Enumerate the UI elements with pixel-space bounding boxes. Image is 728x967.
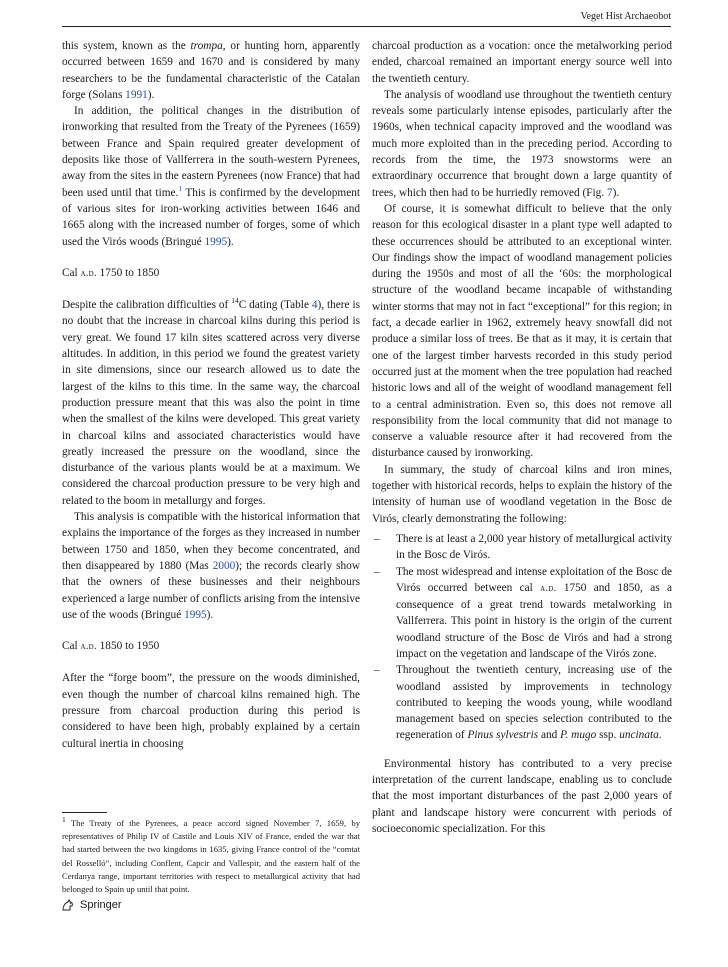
paragraph: this system, known as the trompa, or hunting horn, apparently occurred between 1659 and 1670 and is considered by many researchers to be the fundamental characteristic of the Catalan forge (Solans 1991). <box>62 40 360 101</box>
publisher-name: Springer <box>80 899 122 911</box>
publisher-footer <box>60 897 122 913</box>
citation-link[interactable]: 1991 <box>125 88 148 101</box>
list-item: – The most widespread and intense exploitation of the Bosc de Virós occurred between cal a.d. 1750 and 1850, as a consequence of a great trend towards metalworking in Vallferrera. This point in history is the origin of the current woodland structure of the Bosc de Virós and had a strong impact on the vegetation and landscape of the Virós zone. <box>372 564 672 663</box>
paragraph: Of course, it is somewhat difficult to believe that the only reason for this ecological disaster in a plant type well adapted to these occurrences should be attributed to an exceptional winter. Our findings show the impact of woodland management policies during the 1950s and most of all the ‘60s: the morphological structure of the woodland became incapable of withstanding winter storms that may not in fact “exceptional” for this region; in fact, a decade earlier in 1962, extremely heavy snowfall did not produce a similar loss of trees. Be that as it may, it is certain that one of the largest timber harvests recorded in this study period occurred just at the moment when the tree population had reached historic lows and all of the weight of woodland management fell to a central administration. Even so, this does not remove all responsibility from the local community that did not manage to conserve a valuable resource after it had recovered from the disturbance caused by ironworking. <box>372 202 672 460</box>
paragraph: Despite the calibration difficulties of $^{14}$C dating (Table 4), there is no doubt that the increase in charcoal kilns during this period is very great. We found 17 kiln sites scattered across very diverse altitudes. In addition, in this period we found the greatest variety in site dimensions, since our research allowed us to date the largest of the kilns to this time. In the same way, the charcoal production pressure meant that this was also the point in time when the smallest of the kilns were developed. This great variety in charcoal kilns and associated characteristics would have greatly increased the pressure on the woodland, since the disturbance of the various plants would be at a maximum. We considered the charcoal production pressure to be very high and related to the boom in metallurgy and forges. <box>62 296 360 507</box>
citation-link[interactable]: 1995 <box>204 235 228 248</box>
journal-name: Veget Hist Archaeobot <box>580 11 671 22</box>
paragraph: In addition, the political changes in the distribution of ironworking that resulted from the Treaty of the Pyrenees (1659) between France and Spain required greater development of deposits like those of Vallferrera in the south-western Pyrenees, away from the sites in the eastern Pyrenees (now France) that had been used until that time.$^1$ This is confirmed by the development of various sites for iron-working activities between 1646 and 1665 along with the increased number of forges, some of which used the Virós woods (Bringué 1995). <box>62 105 360 248</box>
table-link[interactable]: 4 <box>311 299 318 312</box>
list-item: – There is at least a 2,000 year history of metallurgical activity in the Bosc de Virós. <box>372 531 672 564</box>
paragraph: In summary, the study of charcoal kilns and iron mines, together with historical records, helps to explain the history of the intensity of human use of woodland vegetation in the Bosc de Virós, clearly demonstrating the following: <box>372 463 672 525</box>
footnote-ref[interactable]: 1 <box>178 183 183 193</box>
left-column <box>62 38 360 752</box>
right-column <box>372 38 672 837</box>
figure-link[interactable]: 7 <box>606 186 613 199</box>
footnote: $^1$ The Treaty of the Pyrenees, a peace accord signed November 7, 1659, by representatives of Philip IV of Castile and Louis XIV of France, ended the war that had started between the two kingdoms in 1635, giving France control of the “comtat del Rosselló”, including Conflent, Capcir and Vallespir, and the eastern half of the Cerdanya range, important territories with respect to metallurgical activity that had belonged to Spain up until that point. <box>62 815 360 895</box>
paragraph: The analysis of woodland use throughout the twentieth century reveals some particularly intense episodes, particularly after the 1960s, when technical capacity improved and the woodland was much more exploited than in the preceding period. According to records from the time, the 1973 snowstorms were an extraordinary occurrence that brought down a large quantity of trees, which then had to be hurriedly removed (Fig. 7). <box>372 88 672 199</box>
citation-link[interactable]: 2000 <box>212 559 236 572</box>
paragraph: After the “forge boom”, the pressure on the woods diminished, even though the number of charcoal kilns remained high. The pressure from charcoal production during this period is considered to have been high, probably explained by a certain cultural inertia in choosing <box>62 672 360 750</box>
findings-list <box>372 531 672 744</box>
running-header <box>62 10 671 27</box>
paragraph: Environmental history has contributed to a very precise interpretation of the current landscape, enabling us to conclude that the most important disturbances of the past 2,000 years of plant and landscape history were concurrent with periods of socioeconomic specialization. For this <box>372 757 672 835</box>
section-heading: Cal a.d. 1750 to 1850 <box>62 266 160 279</box>
paragraph: charcoal production as a vocation: once the metalworking period ended, charcoal remained an important energy source well into the twentieth century. <box>372 40 672 85</box>
springer-horse-logo-icon <box>60 898 76 912</box>
footnote-rule <box>62 812 107 813</box>
citation-link[interactable]: 1995 <box>184 608 207 621</box>
section-heading: Cal a.d. 1850 to 1950 <box>62 640 160 653</box>
paragraph: This analysis is compatible with the historical information that explains the importance of the forges as they increased in number between 1750 and 1850, when they become concentrated, and then disappeared by 1880 (Mas 2000); the records clearly show that the owners of these businesses and their neighbours experienced a large number of conflicts arising from the intensive use of the woods (Bringué 1995). <box>62 511 360 621</box>
list-item: – Throughout the twentieth century, increasing use of the woodland assisted by improvements in technology contributed to keeping the woods young, while woodland management based on species selection contributed to the regeneration of Pinus sylvestris and P. mugo ssp. uncinata. <box>372 662 672 743</box>
